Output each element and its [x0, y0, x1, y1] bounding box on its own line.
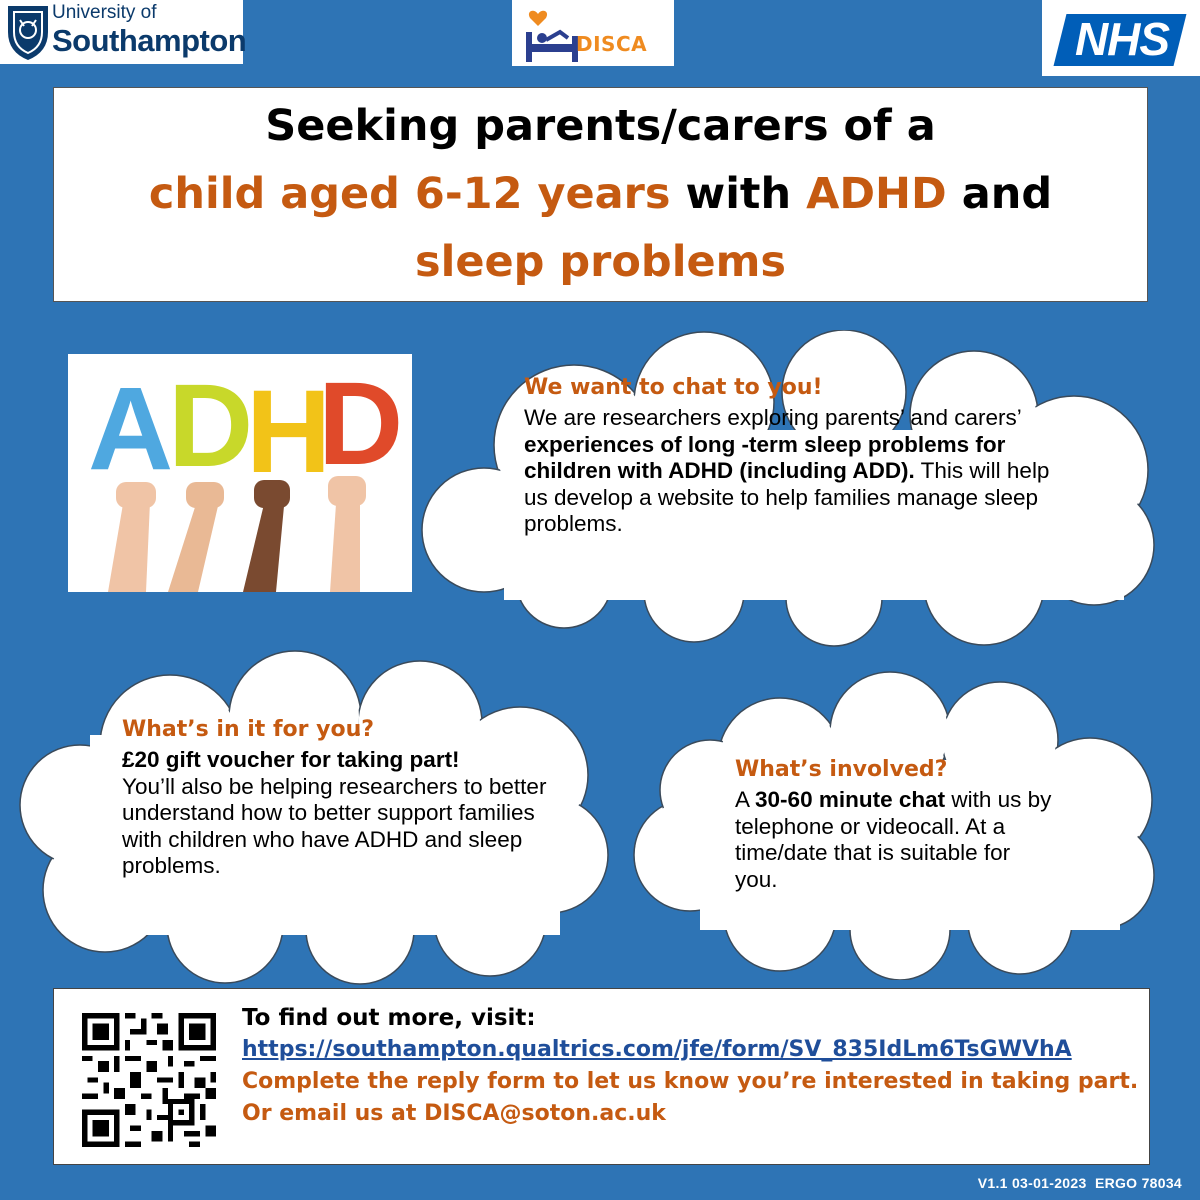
- university-crest-icon: [4, 2, 52, 62]
- nhs-logo-text: NHS: [1074, 13, 1170, 65]
- contact-heading: To find out more, visit:: [242, 1005, 536, 1031]
- headline-sleep-problems: sleep problems: [414, 237, 787, 287]
- headline-line2: [54, 160, 1147, 228]
- involved-cloud-heading: What’s involved?: [735, 757, 948, 782]
- disca-logo-text: DISCA: [576, 32, 648, 56]
- chat-cloud-bold: experiences of long -term sleep problems for children with ADHD (including ADD).: [524, 431, 1006, 483]
- benefits-cloud-heading: What’s in it for you?: [122, 717, 375, 742]
- adhd-letters-photo: [68, 354, 412, 592]
- involved-cloud-text1: A: [735, 787, 756, 812]
- headline-child-age: child aged 6-12 years: [148, 169, 671, 219]
- university-logo-line2: Southampton: [52, 23, 247, 58]
- chat-cloud-text2: This will help us develop a website to help families manage sleep problems.: [524, 458, 1050, 536]
- reply-form-link[interactable]: https://southampton.qualtrics.com/jfe/form/SV_835IdLm6TsGWVhA: [242, 1037, 1072, 1062]
- qr-code-icon[interactable]: [82, 1013, 216, 1147]
- version-footer: V1.1 03-01-2023 ERGO 78034: [977, 1175, 1182, 1191]
- involved-cloud-text2: with us by telephone or videocall. At a time/date that is suitable for you.: [735, 787, 1052, 892]
- benefits-cloud-voucher: £20 gift voucher for taking part!: [122, 747, 460, 772]
- nhs-logo: [1042, 0, 1200, 76]
- headline-and: and: [946, 169, 1053, 219]
- university-logo-line1: University of: [52, 2, 157, 23]
- adhd-letter-a: A: [88, 363, 174, 495]
- involved-cloud-text: [735, 755, 1055, 893]
- benefits-cloud-text: [122, 715, 552, 880]
- chat-cloud-heading: We want to chat to you!: [524, 375, 823, 400]
- benefits-cloud-body: You’ll also be helping researchers to better understand how to better support families with children who have ADHD and sleep problems.: [122, 773, 547, 878]
- involved-cloud-bold: 30-60 minute chat: [755, 787, 946, 812]
- headline-line1: [54, 92, 1147, 160]
- contact-instructions: Complete the reply form to let us know you’re interested in taking part. Or email us at DISCA@soton.ac.uk: [242, 1069, 1139, 1126]
- headline-with: with: [670, 169, 807, 219]
- adhd-letter-h: H: [246, 366, 332, 498]
- contact-info-box: [53, 988, 1150, 1165]
- chat-cloud-text1: We are researchers exploring parents’ and carers’: [524, 405, 1021, 430]
- adhd-letter-d2: D: [318, 358, 404, 490]
- adhd-letter-d1: D: [168, 360, 254, 492]
- headline-part1: Seeking parents/carers of a: [265, 101, 936, 151]
- headline-box: [53, 87, 1148, 302]
- headline-adhd: ADHD: [806, 169, 947, 219]
- disca-logo: [512, 0, 674, 66]
- chat-cloud-text: [524, 373, 1054, 538]
- university-of-southampton-logo: [0, 0, 247, 64]
- headline-line3: [54, 228, 1147, 296]
- contact-info-text: [242, 1002, 1142, 1130]
